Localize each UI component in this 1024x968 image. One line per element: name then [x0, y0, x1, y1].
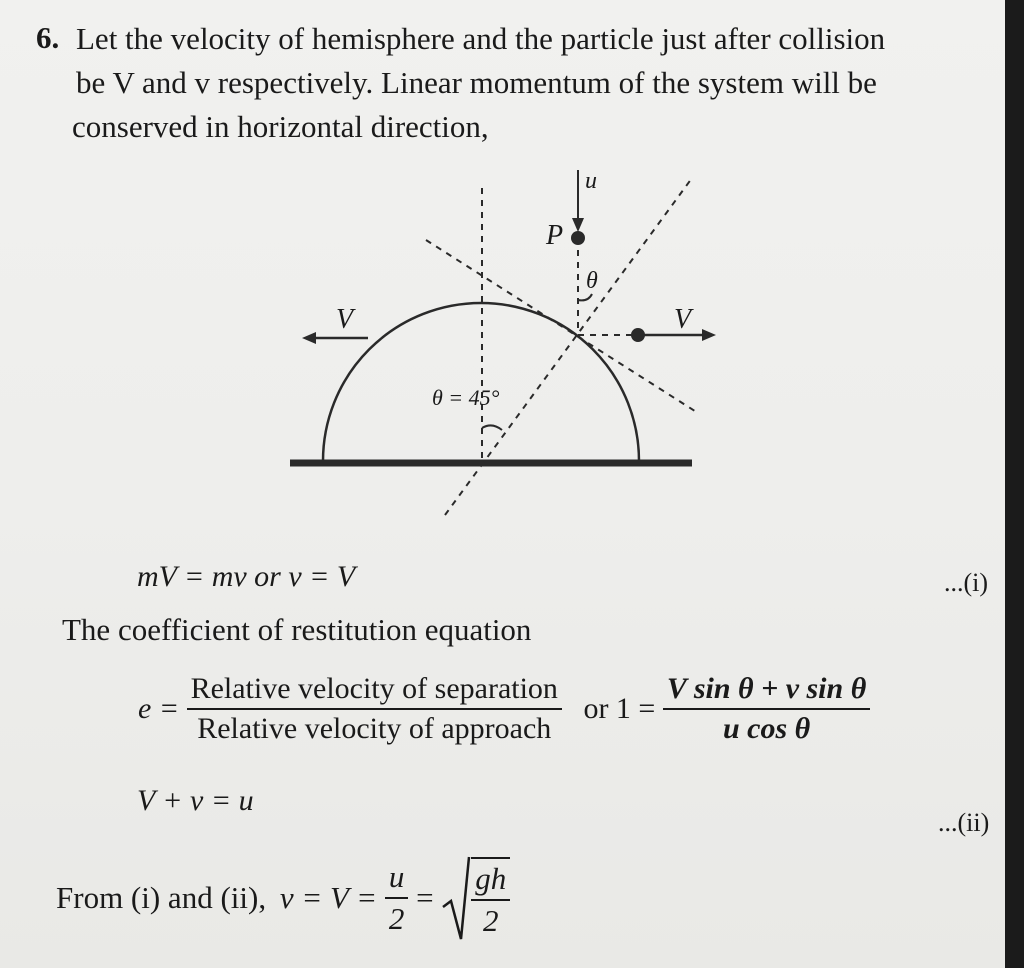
- final-equals: =: [416, 880, 434, 915]
- root-fraction-den: 2: [483, 903, 499, 938]
- question-line-3: conserved in horizontal direction,: [72, 109, 489, 144]
- final-lhs: v = V =: [279, 880, 378, 915]
- v-left-arrowhead: [302, 332, 316, 344]
- label-theta: θ: [586, 268, 598, 294]
- label-u: u: [585, 168, 597, 194]
- restitution-denominator: Relative velocity of approach: [197, 712, 552, 745]
- radical-sign-icon: [441, 855, 471, 941]
- root-fraction: [471, 857, 510, 939]
- hemisphere-diagram: [280, 160, 730, 530]
- restitution-numerator: Relative velocity of separation: [187, 672, 562, 710]
- final-fraction-num: u: [385, 859, 409, 899]
- final-result: [56, 855, 510, 941]
- e-lhs: e =: [138, 692, 180, 725]
- label-v-right: V: [674, 304, 692, 335]
- velocity-fraction: [663, 672, 870, 746]
- u-arrowhead: [572, 218, 584, 232]
- question-line-1: Let the velocity of hemisphere and the particle just after collision: [76, 21, 886, 56]
- equation-1: mV = mv or v = V: [137, 560, 356, 593]
- restitution-fraction: [187, 672, 562, 746]
- equation-2-ref: ...(ii): [938, 808, 990, 837]
- question-line-2: be V and v respectively. Linear momentum of the system will be: [76, 65, 877, 100]
- question-number: 6.: [36, 20, 60, 55]
- label-v-left: V: [336, 304, 354, 335]
- particle-p-dot: [571, 231, 585, 245]
- restitution-heading: The coefficient of restitution equation: [62, 612, 532, 647]
- square-root: [441, 855, 510, 941]
- root-fraction-num: gh: [471, 861, 510, 901]
- label-p: P: [546, 220, 564, 251]
- page-edge: [1005, 0, 1024, 968]
- or-text: or 1 =: [583, 692, 656, 725]
- v-right-arrowhead: [702, 329, 716, 341]
- label-angle-45: θ = 45°: [432, 385, 500, 410]
- theta-arc-bottom: [482, 425, 502, 430]
- equation-1-ref: ...(i): [944, 568, 989, 597]
- particle-after-dot: [631, 328, 645, 342]
- velocity-denominator: u cos θ: [722, 712, 811, 745]
- final-fraction-den: 2: [388, 901, 405, 936]
- theta-arc-top: [578, 294, 592, 300]
- restitution-equation: [138, 672, 870, 746]
- final-prefix: From (i) and (ii),: [56, 880, 267, 915]
- velocity-numerator: V sin θ + v sin θ: [663, 672, 870, 710]
- final-fraction: [385, 859, 409, 937]
- equation-2: V + v = u: [137, 784, 254, 817]
